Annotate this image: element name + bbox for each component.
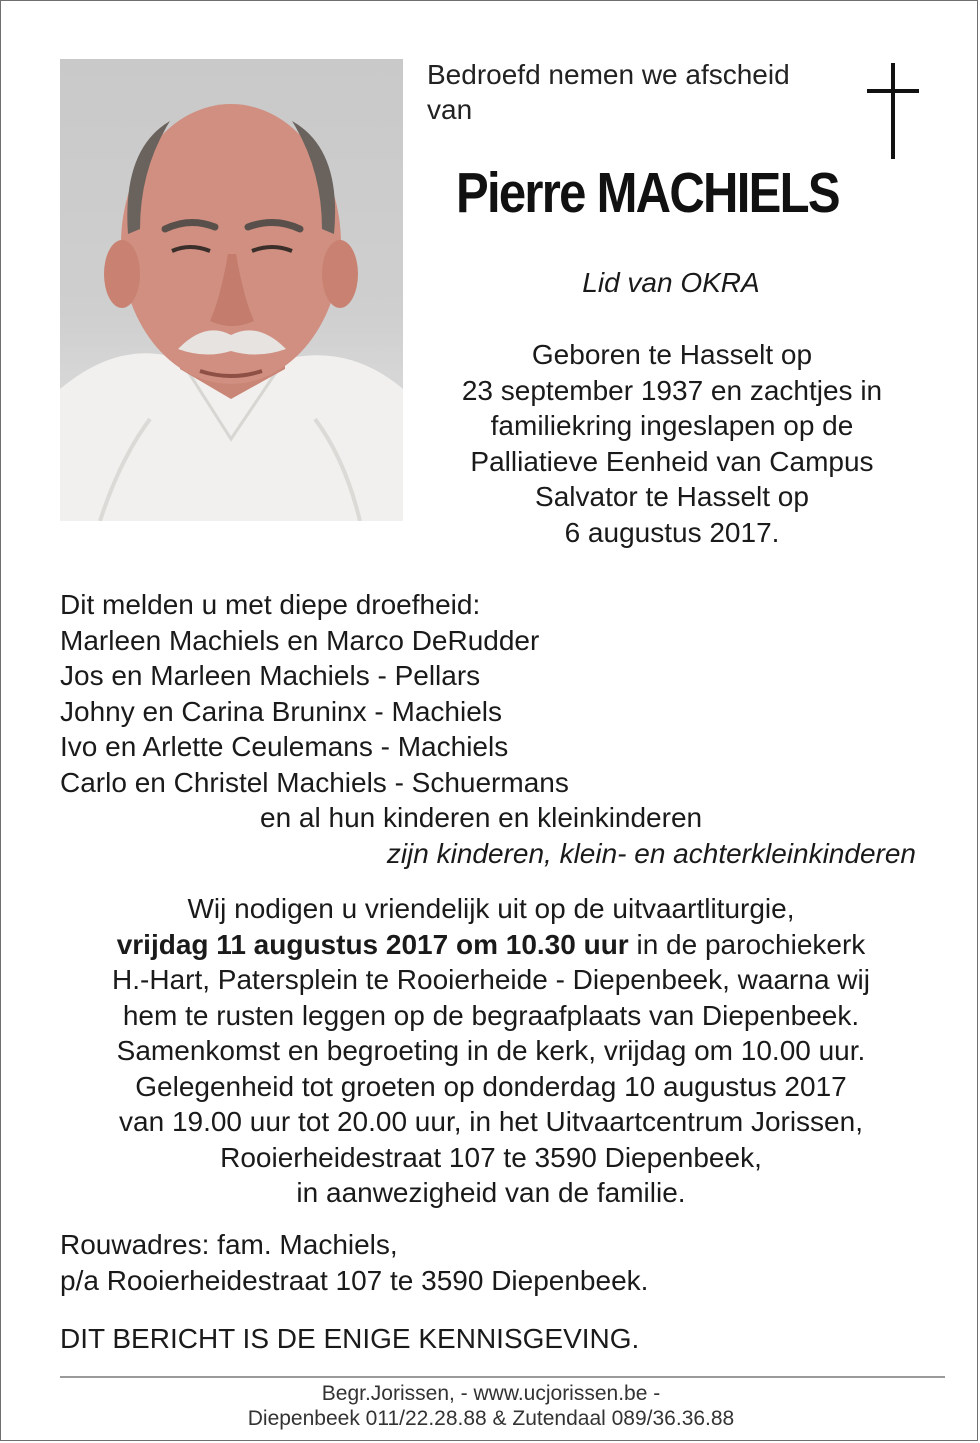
address-line-1: Rouwadres: fam. Machiels,	[60, 1229, 398, 1260]
signature-line: zijn kinderen, klein- en achterkleinkinderen	[386, 837, 916, 869]
service-line: H.-Hart, Patersplein te Rooierheide - Diepenbeek, waarna wij	[112, 964, 870, 995]
service-line: Samenkomst en begroeting in de kerk, vrijdag om 10.00 uur.	[116, 1035, 866, 1066]
biography	[421, 337, 923, 550]
service-line: Gelegenheid tot groeten op donderdag 10 augustus 2017	[135, 1070, 847, 1102]
intro-text	[427, 57, 790, 127]
bio-line: 6 augustus 2017.	[564, 516, 780, 548]
bio-line: 23 september 1937 en zachtjes in	[461, 374, 883, 406]
family-announcement	[60, 587, 940, 871]
closing-notice: DIT BERICHT IS DE ENIGE KENNISGEVING.	[60, 1323, 640, 1354]
family-member: Marleen Machiels en Marco DeRudder	[60, 624, 540, 656]
deceased-name: Pierre MACHIELS	[456, 161, 839, 225]
family-member: Carlo en Christel Machiels - Schuermans	[60, 766, 569, 798]
service-date-line	[41, 927, 941, 963]
bio-line: Palliatieve Eenheid van Campus	[470, 445, 874, 477]
intro-line-2: van	[427, 94, 473, 125]
service-line: hem te rusten leggen op de begraafplaats van Diepenbeek.	[122, 999, 860, 1031]
funeral-home-footer	[41, 1381, 941, 1431]
bio-line: familiekring ingeslapen op de	[490, 410, 854, 441]
portrait-photo	[60, 59, 403, 521]
family-member: Johny en Carina Bruninx - Machiels	[60, 695, 502, 727]
membership: Lid van OKRA	[582, 267, 760, 298]
mourning-address	[60, 1227, 648, 1298]
service-line: Wij nodigen u vriendelijk uit op de uitvaartliturgie,	[187, 893, 795, 924]
cross-icon	[863, 63, 923, 159]
intro-line-1: Bedroefd nemen we afscheid	[427, 59, 790, 90]
footer-line-2: Diepenbeek 011/22.28.88 & Zutendaal 089/36.36.88	[247, 1407, 735, 1430]
grandchildren-line: en al hun kinderen en kleinkinderen	[260, 802, 703, 833]
funeral-service	[41, 891, 941, 1211]
family-member: Jos en Marleen Machiels - Pellars	[60, 660, 481, 691]
footer-line-1: Begr.Jorissen, - www.ucjorissen.be -	[321, 1382, 661, 1405]
announce-heading: Dit melden u met diepe droefheid:	[60, 589, 481, 620]
service-line: in aanwezigheid van de familie.	[296, 1177, 686, 1208]
service-date-rest: in de parochiekerk	[628, 928, 866, 960]
family-member: Ivo en Arlette Ceulemans - Machiels	[60, 731, 509, 762]
footer-divider	[60, 1376, 945, 1378]
portrait-illustration	[60, 59, 403, 521]
bio-line: Salvator te Hasselt op	[535, 481, 809, 512]
address-line-2: p/a Rooierheidestraat 107 te 3590 Diepenbeek.	[60, 1264, 649, 1296]
service-line: Rooierheidestraat 107 te 3590 Diepenbeek,	[220, 1141, 762, 1173]
service-line: van 19.00 uur tot 20.00 uur, in het Uitvaartcentrum Jorissen,	[119, 1106, 863, 1137]
service-date: vrijdag 11 augustus 2017 om 10.30 uur	[116, 928, 629, 960]
bio-line: Geboren te Hasselt op	[531, 339, 813, 370]
